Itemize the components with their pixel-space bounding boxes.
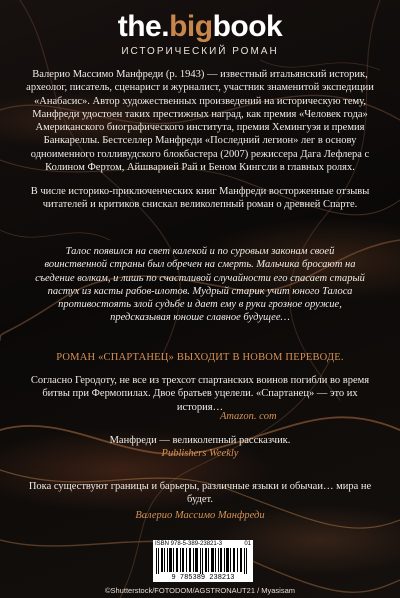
logo-dot: . [161, 10, 170, 43]
photo-credits: ©Shutterstock/FOTODOM/AGSTRONAUT21 / Myasisam [104, 586, 295, 595]
closing-quote-author: Валерио Массимо Манфреди [135, 510, 265, 521]
synopsis-quote: Талос появился на свет калекой и по суровым законам своей воинственной страны был обречен на смерть. Мальчика бросают на съедение волкам, и лишь по счастливой случайности его спасает старый пастух из касты рабов-илотов. Мудрый старик учит юного Талоса противостоять злой судьбе и дает ему в руки грозное оружие, предсказывая юноше славное будущее… [35, 246, 365, 324]
author-bio: Валерио Массимо Манфреди (р. 1943) — известный итальянский историк, археолог, писатель, сценарист и журналист, участник знаменитой экспедиции «Анабасис». Автор художественных произведений на историческую тему, Манфреди удостоен таких престижных наград, как премия «Человек года» Американского биографического института, премия Хемингуэя и премия Банкареллы. Бестселлер Манфреди «Последний легион» лег в основу одноименного голливудского блокбастера (2007) режиссера Дага Лефлера с Колином Фертом, Айшварией Рай и Беном Кингсли в главных ролях. [26, 69, 374, 174]
closing-quote: Пока существуют границы и барьеры, различные языки и обычаи… мира не будет. [28, 481, 372, 506]
logo-big: big [169, 10, 213, 43]
isbn-barcode [153, 540, 253, 582]
series-subtitle: ИСТОРИЧЕСКИЙ РОМАН [121, 46, 279, 57]
isbn-label-row [155, 541, 251, 547]
review-quote: Манфреди — великолепный рассказчик. [109, 435, 291, 446]
barcode-number: 9 785389 238213 [171, 574, 235, 582]
publisher-logo [0, 10, 400, 44]
review-source-amazon: Amazon. com [220, 411, 277, 422]
barcode-bars [156, 548, 250, 574]
logo-book: book [212, 10, 283, 43]
isbn-addon: 01 [244, 541, 251, 547]
promo-text: Согласно Геродоту, не все из трехсот спартанских воинов погибли во время битвы при Фермопилах. Двое братьев уцелели. «Спартанец» — это их история… [30, 375, 370, 413]
promo-headline: РОМАН «СПАРТАНЕЦ» ВЫХОДИТ В НОВОМ ПЕРЕВОДЕ. [56, 352, 344, 363]
review-source-publishers-weekly: Publishers Weekly [161, 448, 239, 459]
intro-paragraph: В числе историко-приключенческих книг Манфреди восторженные отзывы читателей и критиков снискал великолепный роман о древней Спарте. [30, 186, 370, 211]
logo-the: the [117, 10, 162, 43]
isbn-label: ISBN 978-5-389-23821-3 [155, 541, 223, 547]
